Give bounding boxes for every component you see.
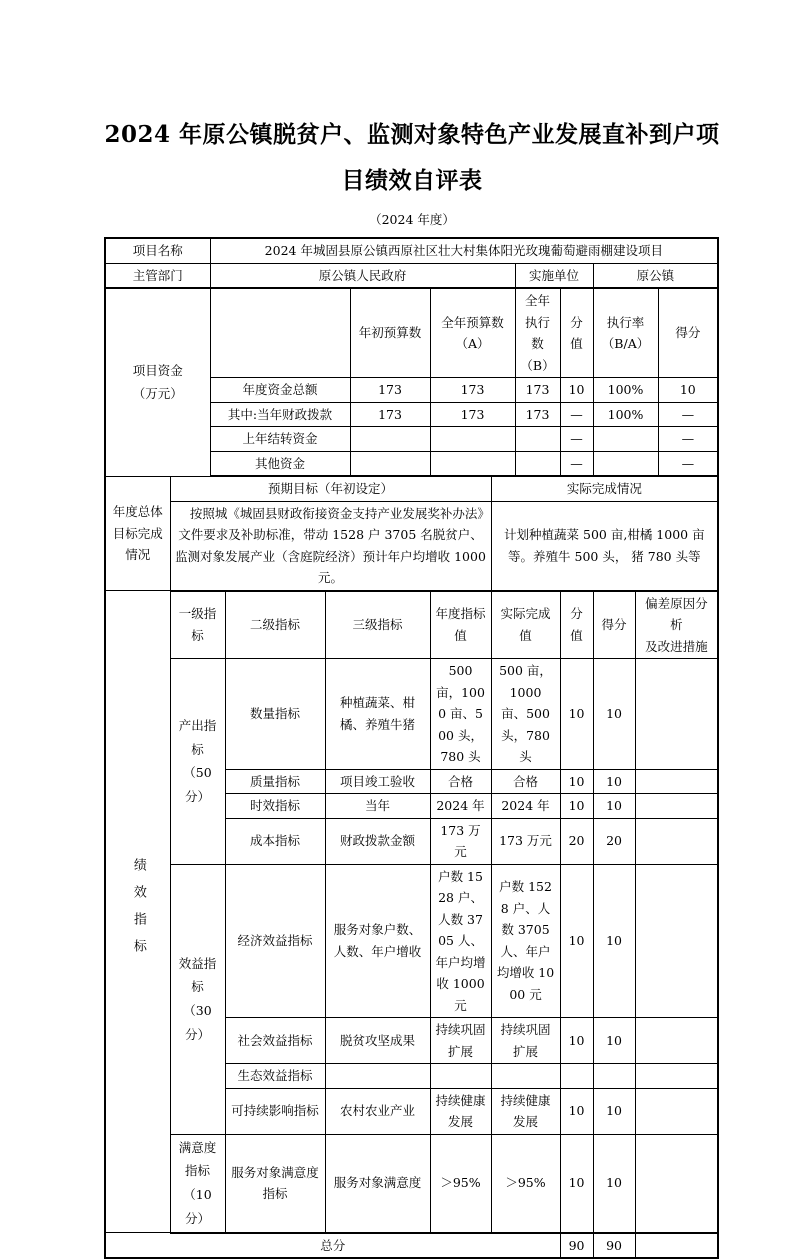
perf-l2-cell: 数量指标 <box>225 659 325 770</box>
perf-weight-cell: 10 <box>560 659 593 770</box>
funding-header-rate-cell: 执行率（B/A） <box>593 288 658 378</box>
funding-annual-cell <box>430 427 515 452</box>
perf-row-satisfaction <box>105 1134 718 1233</box>
perf-target-cell: 户数 1528 户、人数 3705 人、年户均增收 1000 元 <box>430 864 491 1018</box>
perf-deviation-cell <box>635 794 718 819</box>
perf-score-cell: 10 <box>593 1134 635 1233</box>
perf-target-cell <box>430 1064 491 1089</box>
funding-initial-cell <box>350 451 430 476</box>
perf-score-cell: 10 <box>593 794 635 819</box>
funding-score-cell: — <box>658 451 718 476</box>
funding-exec-cell: 173 <box>515 402 560 427</box>
funding-weight-cell: — <box>560 451 593 476</box>
perf-target-cell: 持续巩固扩展 <box>430 1018 491 1064</box>
perf-weight-cell: 10 <box>560 794 593 819</box>
funding-score-cell: 10 <box>658 378 718 403</box>
funding-row-name-cell: 年度资金总额 <box>210 378 350 403</box>
perf-l2-cell: 质量指标 <box>225 769 325 794</box>
perf-deviation-cell <box>635 1088 718 1134</box>
funding-weight-cell: — <box>560 402 593 427</box>
perf-deviation-cell <box>635 1064 718 1089</box>
perf-score-cell: 10 <box>593 1018 635 1064</box>
perf-score-cell: 20 <box>593 818 635 864</box>
funding-label-line1: 项目资金 <box>132 362 183 378</box>
perf-header-weight-cell: 分值 <box>560 591 593 659</box>
page-title: 2024 年原公镇脱贫户、监测对象特色产业发展直补到户项目绩效自评表 <box>104 121 720 194</box>
goal-expected-text-cell: 按照城《城固县财政衔接资金支持产业发展奖补办法》文件要求及补助标准，带动 1528 户 3705 名脱贫户、监测对象发展产业（含庭院经济）预计年户均增收 1000 元。 <box>170 501 491 591</box>
perf-group-score-note: （10分） <box>183 1187 212 1226</box>
perf-group-name: 满意度指标 <box>178 1139 217 1179</box>
impl-value-cell: 原公镇 <box>593 263 718 288</box>
funding-header-empty-cell <box>210 288 350 378</box>
total-label-cell: 总分 <box>105 1233 560 1259</box>
total-score-cell: 90 <box>593 1233 635 1259</box>
total-deviation-cell <box>635 1233 718 1259</box>
perf-actual-cell <box>491 1064 560 1089</box>
total-weight-cell: 90 <box>560 1233 593 1259</box>
perf-weight-cell: 10 <box>560 1088 593 1134</box>
funding-annual-cell: 173 <box>430 402 515 427</box>
perf-score-cell: 10 <box>593 864 635 1018</box>
perf-weight-cell: 10 <box>560 1018 593 1064</box>
funding-exec-cell <box>515 427 560 452</box>
perf-l3-cell: 脱贫攻坚成果 <box>325 1018 430 1064</box>
perf-l2-cell: 社会效益指标 <box>225 1018 325 1064</box>
perf-header-l1-cell: 一级指标 <box>170 591 225 659</box>
perf-header-deviation-line2: 及改进措施 <box>645 638 708 654</box>
page-subtitle: （2024 年度） <box>369 212 455 227</box>
perf-side-label: 绩效指标 <box>130 857 146 966</box>
perf-group-name: 产出指标 <box>178 717 217 757</box>
funding-rate-cell: 100% <box>593 402 658 427</box>
funding-annual-cell: 173 <box>430 378 515 403</box>
perf-actual-cell: 户数 1528 户、人数 3705 人、年户均增收 1000 元 <box>491 864 560 1018</box>
perf-l2-cell: 生态效益指标 <box>225 1064 325 1089</box>
funding-initial-cell: 173 <box>350 378 430 403</box>
funding-rate-cell <box>593 451 658 476</box>
perf-deviation-cell <box>635 659 718 770</box>
self-evaluation-table <box>104 237 719 1259</box>
goal-expected-header-cell: 预期目标（年初设定） <box>170 476 491 501</box>
funding-annual-cell <box>430 451 515 476</box>
perf-deviation-cell <box>635 1018 718 1064</box>
perf-deviation-cell <box>635 769 718 794</box>
perf-group-output-cell <box>170 659 225 865</box>
perf-side-label-cell <box>105 591 170 1233</box>
perf-score-cell: 10 <box>593 1088 635 1134</box>
goal-label-cell: 年度总体目标完成情况 <box>105 476 170 591</box>
perf-target-cell: 500 亩，1000 亩、500 头，780 头 <box>430 659 491 770</box>
perf-l3-cell: 项目竣工验收 <box>325 769 430 794</box>
perf-score-cell: 10 <box>593 659 635 770</box>
funding-rate-cell <box>593 427 658 452</box>
dept-value-cell: 原公镇人民政府 <box>210 263 515 288</box>
total-row <box>105 1233 718 1259</box>
funding-exec-cell: 173 <box>515 378 560 403</box>
perf-l2-cell: 时效指标 <box>225 794 325 819</box>
perf-target-cell: 2024 年 <box>430 794 491 819</box>
funding-header-annual-cell: 全年预算数（A） <box>430 288 515 378</box>
goal-actual-text-cell: 计划种植蔬菜 500 亩,柑橘 1000 亩等。养殖牛 500 头， 猪 780 头等 <box>491 501 718 591</box>
perf-group-benefit-cell <box>170 864 225 1134</box>
funding-rate-cell: 100% <box>593 378 658 403</box>
perf-deviation-cell <box>635 864 718 1018</box>
document-content <box>104 112 720 1259</box>
perf-header-actual-cell: 实际完成值 <box>491 591 560 659</box>
perf-actual-cell: 持续巩固扩展 <box>491 1018 560 1064</box>
funding-header-exec-cell: 全年执行数（B） <box>515 288 560 378</box>
goal-actual-header-cell: 实际完成情况 <box>491 476 718 501</box>
funding-exec-cell <box>515 451 560 476</box>
perf-score-cell <box>593 1064 635 1089</box>
dept-label-cell: 主管部门 <box>105 263 210 288</box>
funding-row-name-cell: 上年结转资金 <box>210 427 350 452</box>
funding-initial-cell: 173 <box>350 402 430 427</box>
perf-weight-cell: 10 <box>560 1134 593 1233</box>
perf-row-quantity <box>105 659 718 770</box>
perf-target-cell: ＞95% <box>430 1134 491 1233</box>
perf-l2-cell: 可持续影响指标 <box>225 1088 325 1134</box>
perf-row-economic <box>105 864 718 1018</box>
perf-group-satisfaction-cell <box>170 1134 225 1233</box>
perf-score-cell: 10 <box>593 769 635 794</box>
perf-actual-cell: 合格 <box>491 769 560 794</box>
perf-deviation-cell <box>635 818 718 864</box>
perf-l3-cell <box>325 1064 430 1089</box>
impl-label-cell: 实施单位 <box>515 263 593 288</box>
perf-l2-cell: 成本指标 <box>225 818 325 864</box>
perf-header-target-cell: 年度指标值 <box>430 591 491 659</box>
perf-l2-cell: 服务对象满意度指标 <box>225 1134 325 1233</box>
perf-header-l3-cell: 三级指标 <box>325 591 430 659</box>
perf-actual-cell: 持续健康发展 <box>491 1088 560 1134</box>
perf-target-cell: 合格 <box>430 769 491 794</box>
perf-header-score-cell: 得分 <box>593 591 635 659</box>
perf-header-deviation-line1: 偏差原因分析 <box>645 595 708 632</box>
perf-header-l2-cell: 二级指标 <box>225 591 325 659</box>
funding-score-cell: — <box>658 427 718 452</box>
perf-weight-cell <box>560 1064 593 1089</box>
funding-header-initial-cell: 年初预算数 <box>350 288 430 378</box>
perf-actual-cell: 2024 年 <box>491 794 560 819</box>
funding-header-score-cell: 得分 <box>658 288 718 378</box>
perf-deviation-cell <box>635 1134 718 1233</box>
funding-row-name-cell: 其他资金 <box>210 451 350 476</box>
funding-score-cell: — <box>658 402 718 427</box>
perf-l3-cell: 财政拨款金额 <box>325 818 430 864</box>
funding-weight-cell: — <box>560 427 593 452</box>
perf-l2-cell: 经济效益指标 <box>225 864 325 1018</box>
perf-actual-cell: ＞95% <box>491 1134 560 1233</box>
funding-label-line2: （万元） <box>132 386 183 402</box>
perf-actual-cell: 173 万元 <box>491 818 560 864</box>
perf-weight-cell: 10 <box>560 769 593 794</box>
perf-l3-cell: 农村农业产业 <box>325 1088 430 1134</box>
project-name-label-cell: 项目名称 <box>105 238 210 263</box>
perf-target-cell: 持续健康发展 <box>430 1088 491 1134</box>
funding-label-cell <box>105 288 210 476</box>
funding-weight-cell: 10 <box>560 378 593 403</box>
perf-header-deviation-cell <box>635 591 718 659</box>
perf-group-score-note: （50分） <box>183 765 212 804</box>
funding-row-name-cell: 其中:当年财政拨款 <box>210 402 350 427</box>
funding-initial-cell <box>350 427 430 452</box>
perf-weight-cell: 10 <box>560 864 593 1018</box>
perf-l3-cell: 服务对象满意度 <box>325 1134 430 1233</box>
perf-group-score-note: （30分） <box>183 1003 212 1042</box>
perf-actual-cell: 500 亩，1000 亩、500 头，780 头 <box>491 659 560 770</box>
perf-group-name: 效益指标 <box>178 955 217 995</box>
perf-weight-cell: 20 <box>560 818 593 864</box>
funding-header-weight-cell: 分值 <box>560 288 593 378</box>
perf-target-cell: 173 万元 <box>430 818 491 864</box>
perf-l3-cell: 服务对象户数、人数、年户增收 <box>325 864 430 1018</box>
project-name-value-cell: 2024 年城固县原公镇西原社区壮大村集体阳光玫瑰葡萄避雨棚建设项目 <box>210 238 718 263</box>
perf-l3-cell: 当年 <box>325 794 430 819</box>
perf-l3-cell: 种植蔬菜、柑橘、养殖牛猪 <box>325 659 430 770</box>
